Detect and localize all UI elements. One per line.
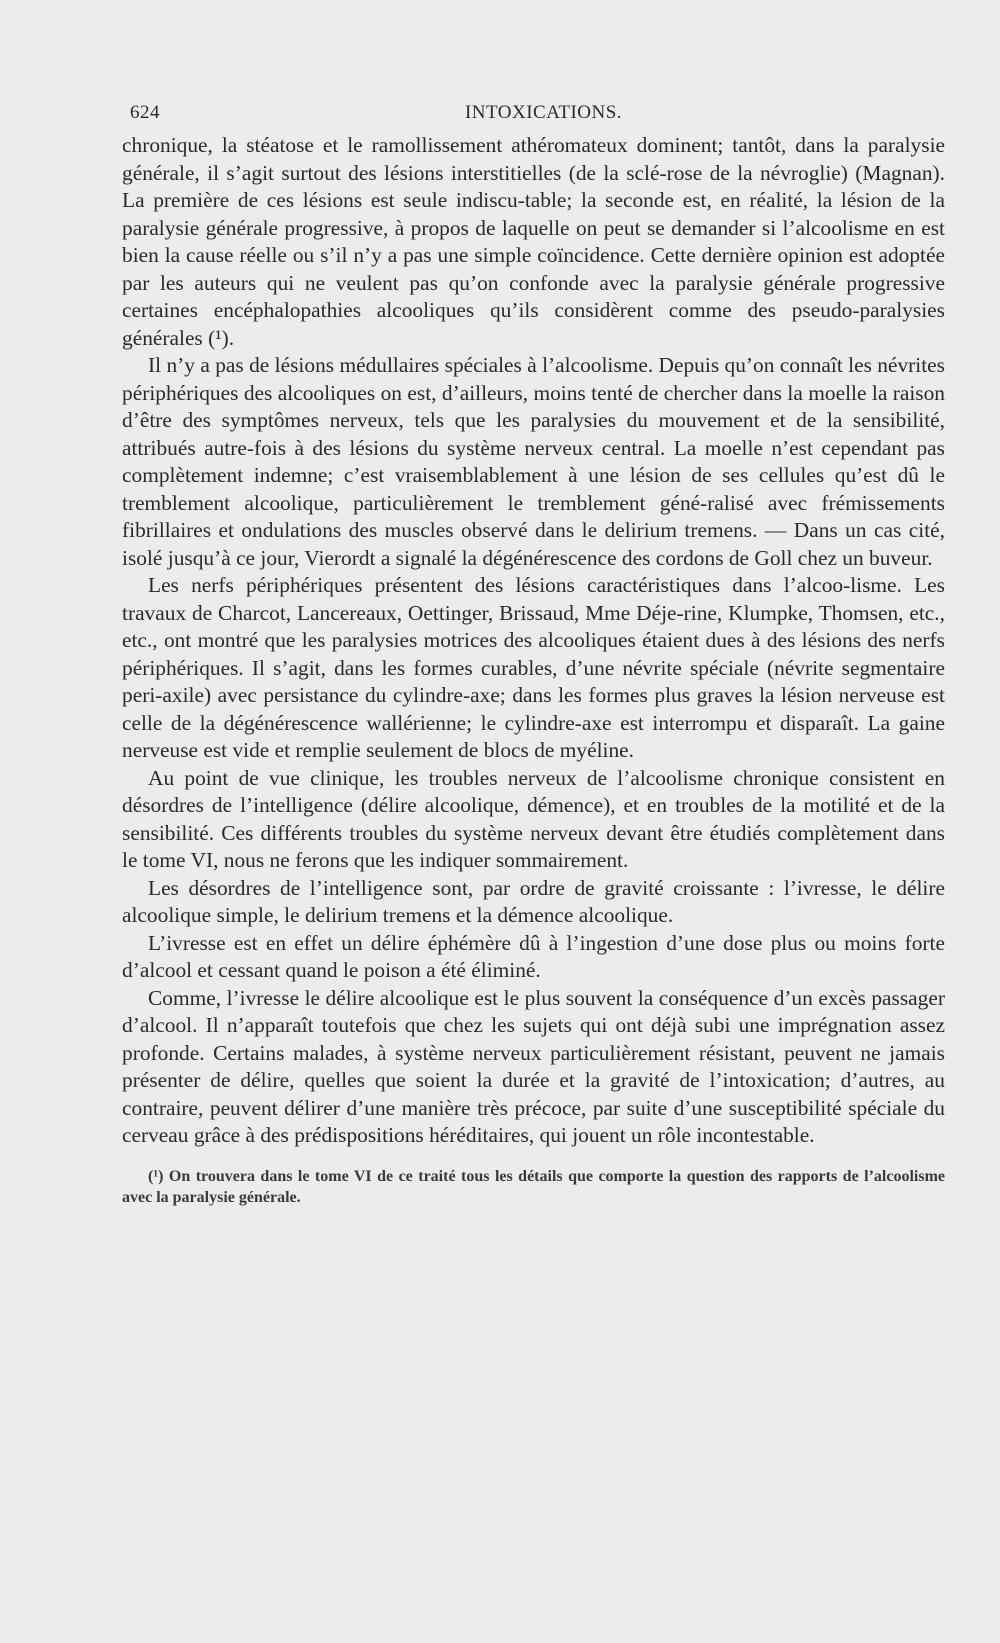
paragraph: L’ivresse est en effet un délire éphémère dû à l’ingestion d’une dose plus ou moins forte d’alcool et cessant quand le poison a été éliminé. bbox=[122, 930, 945, 982]
paragraph: Au point de vue clinique, les troubles nerveux de l’alcoolisme chronique consistent en désordres de l’intelligence (délire alcoolique, démence), et en troubles de la motilité et de la sensibilité. Ces différents troubles du système nerveux devant être étudiés complètement dans le tome VI, nous ne ferons que les indiquer sommairement. bbox=[122, 765, 945, 872]
body-text bbox=[122, 132, 945, 1150]
page-number: 624 bbox=[130, 102, 160, 123]
paragraph-continued: chronique, la stéatose et le ramollissement athéromateux dominent; tantôt, dans la paralysie générale, il s’agit surtout des lésions interstitielles (de la sclé-rose de la névroglie) (Magnan). La première de ces lésions est seule indiscu-table; la seconde est, en réalité, la lésion de la paralysie générale progressive, à propos de laquelle on peut se demander si l’alcoolisme en est bien la cause réelle ou s’il n’y a pas une simple coïncidence. Cette dernière opinion est adoptée par les auteurs qui ne veulent pas qu’on confonde avec la paralysie générale progressive certaines encéphalopathies alcooliques qu’ils considèrent comme des pseudo-paralysies générales (¹). bbox=[122, 133, 945, 350]
paragraph: Il n’y a pas de lésions médullaires spéciales à l’alcoolisme. Depuis qu’on connaît les névrites périphériques des alcooliques on est, d’ailleurs, moins tenté de chercher dans la moelle la raison d’être des symptômes nerveux, tels que les paralysies du mouvement et de la sensibilité, attribués autre-fois à des lésions du système nerveux central. La moelle n’est cependant pas complètement indemne; c’est vraisemblablement à une lésion de ses cellules qu’est dû le tremblement alcoolique, particulièrement le tremblement géné-ralisé avec frémissements fibrillaires et ondulations des muscles observé dans le delirium tremens. — Dans un cas cité, isolé jusqu’à ce jour, Vierordt a signalé la dégénérescence des cordons de Goll chez un buveur. bbox=[122, 353, 945, 570]
paragraph: Les désordres de l’intelligence sont, par ordre de gravité croissante : l’ivresse, le délire alcoolique simple, le delirium tremens et la démence alcoolique. bbox=[122, 875, 945, 927]
running-title: INTOXICATIONS. bbox=[464, 102, 623, 123]
paragraph: Comme, l’ivresse le délire alcoolique est le plus souvent la conséquence d’un excès passager d’alcool. Il n’apparaît toutefois que chez les sujets qui ont déjà subi une imprégnation assez profonde. Certains malades, à système nerveux particulièrement résistant, peuvent ne jamais présenter de délire, quelles que soient la durée et la gravité de l’intoxication; d’autres, au contraire, peuvent délirer d’une manière très précoce, par suite d’une susceptibilité spéciale du cerveau grâce à des prédispositions héréditaires, qui jouent un rôle incontestable. bbox=[122, 985, 945, 1147]
page-header bbox=[122, 100, 945, 132]
paragraph: Les nerfs périphériques présentent des lésions caractéristiques dans l’alcoo-lisme. Les travaux de Charcot, Lancereaux, Oettinger, Brissaud, Mme Déje-rine, Klumpke, Thomsen, etc., etc., ont montré que les paralysies motrices des alcooliques étaient dues à des lésions des nerfs périphériques. Il s’agit, dans les formes curables, d’une névrite spéciale (névrite segmentaire peri-axile) avec persistance du cylindre-axe; dans les formes plus graves la lésion nerveuse est celle de la dégénérescence wallérienne; le cylindre-axe est interrompu et disparaît. La gaine nerveuse est vide et remplie seulement de blocs de myéline. bbox=[122, 573, 945, 762]
footnote: (¹) On trouvera dans le tome VI de ce traité tous les détails que comporte la question des rapports de l’alcoolisme avec la paralysie générale. bbox=[122, 1167, 945, 1206]
